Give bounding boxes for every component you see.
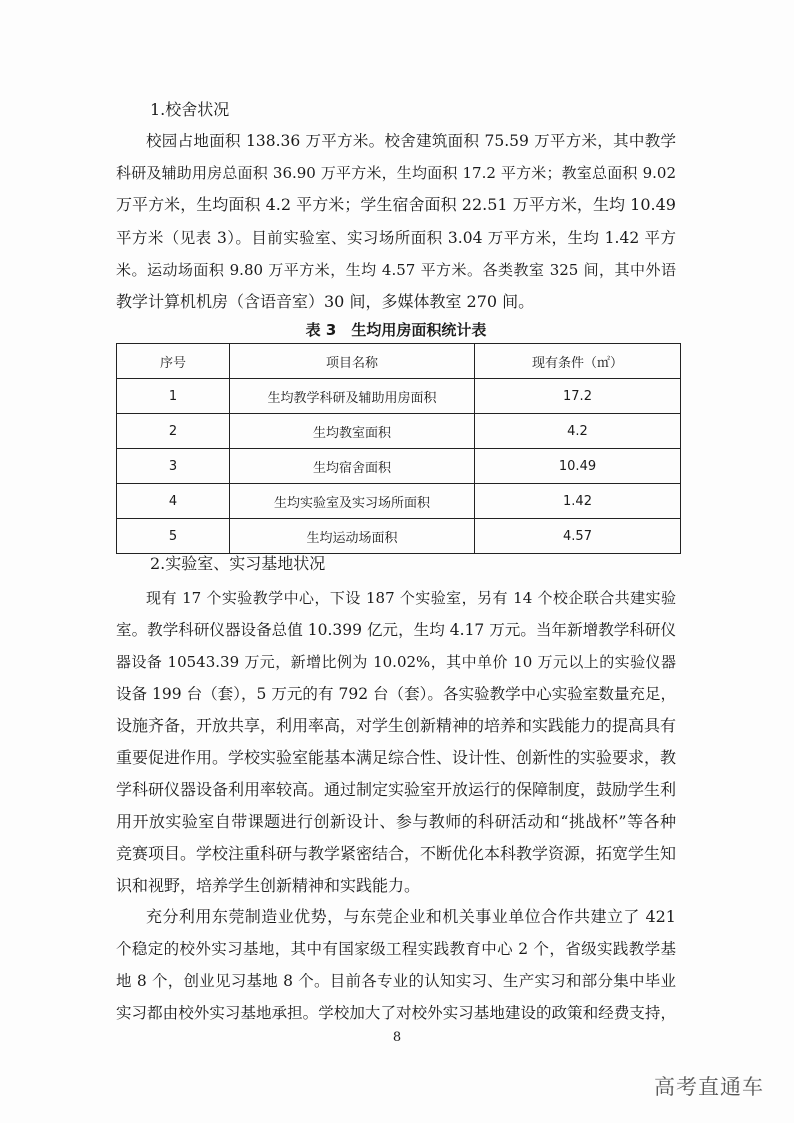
area-per-student-table: [116, 343, 681, 554]
watermark-text: 高考直通车: [654, 1075, 764, 1099]
cell-value: 1.42: [475, 484, 681, 519]
header-item-name: 项目名称: [230, 344, 475, 379]
cell-serial: 4: [117, 484, 230, 519]
cell-value: 10.49: [475, 449, 681, 484]
paragraph-line: 设施齐备，开放共享，利用率高，对学生创新精神的培养和实践能力的提高具有: [116, 716, 677, 735]
table-caption: 表 3 生均用房面积统计表: [305, 321, 487, 339]
paragraph-line: 器设备 10543.39 万元，新增比例为 10.02%，其中单价 10 万元以上的实验仪器: [116, 653, 676, 671]
paragraph-line: 教学计算机机房（含语音室）30 间，多媒体教室 270 间。: [116, 292, 535, 311]
table-row: [117, 379, 681, 414]
paragraph-line: 科研及辅助用房总面积 36.90 万平方米，生均面积 17.2 平方米；教室总面积 9.02: [116, 164, 676, 182]
cell-value: 17.2: [475, 379, 681, 414]
paragraph-line: 米。运动场面积 9.80 万平方米，生均 4.57 平方米。各类教室 325 间，其中外语: [116, 261, 676, 279]
header-serial: 序号: [117, 344, 230, 379]
cell-item-name: 生均宿舍面积: [230, 449, 475, 484]
section-heading-labs: 2.实验室、实习基地状况: [150, 554, 326, 573]
paragraph-line: 现有 17 个实验教学中心，下设 187 个实验室，另有 14 个校企联合共建实验: [146, 589, 676, 607]
cell-item-name: 生均教学科研及辅助用房面积: [230, 379, 475, 414]
paragraph-line: 重要促进作用。学校实验室能基本满足综合性、设计性、创新性的实验要求，教: [116, 748, 677, 767]
page-number: 8: [392, 1030, 402, 1045]
paragraph-line: 竞赛项目。学校注重科研与教学紧密结合，不断优化本科教学资源，拓宽学生知: [116, 844, 677, 863]
paragraph-line: 识和视野，培养学生创新精神和实践能力。: [116, 876, 421, 895]
cell-item-name: 生均运动场面积: [230, 519, 475, 554]
cell-value: 4.57: [475, 519, 681, 554]
paragraph-line: 用开放实验室自带课题进行创新设计、参与教师的科研活动和“挑战杯”等各种: [116, 812, 676, 831]
cell-item-name: 生均教室面积: [230, 414, 475, 449]
header-current-value: 现有条件（㎡）: [475, 344, 681, 379]
cell-serial: 5: [117, 519, 230, 554]
paragraph-line: 实习都由校外实习基地承担。学校加大了对校外实习基地建设的政策和经费支持，: [116, 1004, 676, 1022]
cell-serial: 2: [117, 414, 230, 449]
paragraph-line: 设备 199 台（套），5 万元的有 792 台（套）。各实验教学中心实验室数量充足，: [116, 685, 676, 703]
cell-serial: 3: [117, 449, 230, 484]
paragraph-line: 校园占地面积 138.36 万平方米。校舍建筑面积 75.59 万平方米，其中教学: [146, 132, 676, 150]
cell-value: 4.2: [475, 414, 681, 449]
paragraph-line: 个稳定的校外实习基地，其中有国家级工程实践教育中心 2 个，省级实践教学基: [116, 940, 676, 958]
paragraph-line: 万平方米，生均面积 4.2 平方米；学生宿舍面积 22.51 万平方米，生均 10.49: [116, 195, 676, 214]
paragraph-line: 平方米（见表 3）。目前实验室、实习场所面积 3.04 万平方米，生均 1.42 平方: [116, 229, 676, 247]
paragraph-line: 室。教学科研仪器设备总值 10.399 亿元，生均 4.17 万元。当年新增教学科研仪: [116, 621, 676, 639]
paragraph-line: 地 8 个，创业见习基地 8 个。目前各专业的认知实习、生产实习和部分集中毕业: [116, 972, 676, 990]
paragraph-line: 学科研仪器设备利用率较高。通过制定实验室开放运行的保障制度，鼓励学生利: [116, 780, 677, 799]
table-row: [117, 484, 681, 519]
cell-serial: 1: [117, 379, 230, 414]
cell-item-name: 生均实验室及实习场所面积: [230, 484, 475, 519]
paragraph-line: 充分利用东莞制造业优势，与东莞企业和机关事业单位合作共建立了 421: [146, 907, 676, 926]
table-row: [117, 414, 681, 449]
table-row: [117, 449, 681, 484]
section-heading-campus: 1.校舍状况: [150, 100, 230, 119]
table-header-row: [117, 344, 681, 379]
table-row: [117, 519, 681, 554]
